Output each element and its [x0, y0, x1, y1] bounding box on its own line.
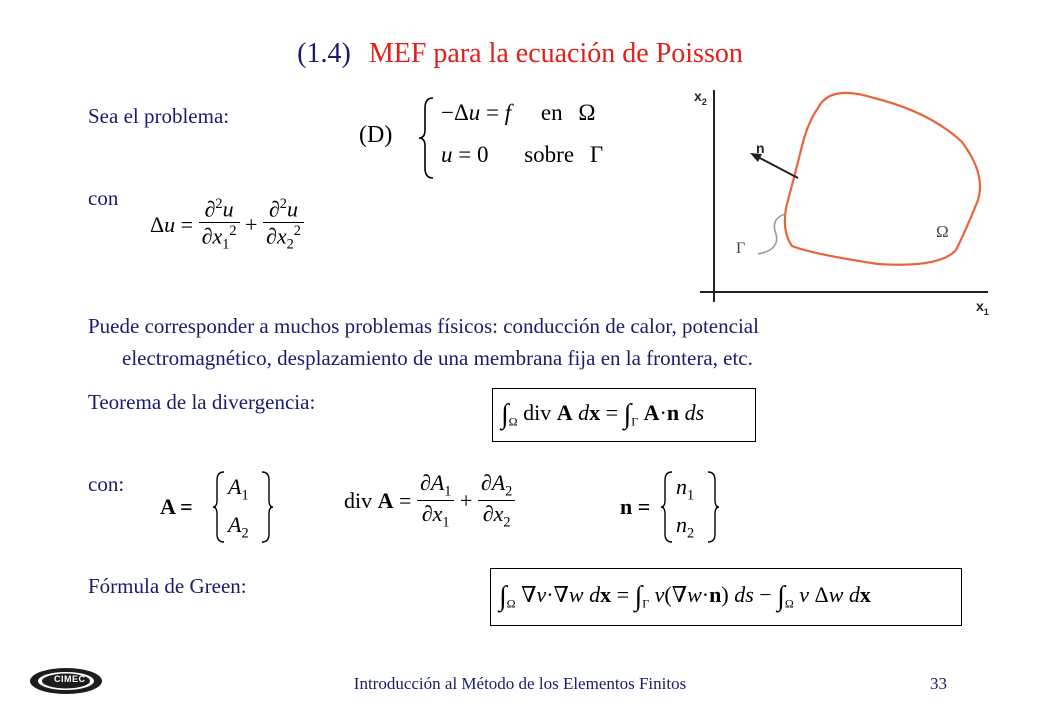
- eq2-word: sobre: [524, 142, 575, 167]
- left-brace-icon: [417, 96, 437, 180]
- con2-label: con:: [88, 472, 125, 496]
- axis-x-label: $x_1$: [976, 298, 989, 317]
- eq1-domain: Ω: [578, 100, 596, 125]
- cimec-logo: CIMEC: [28, 664, 104, 698]
- right-brace-icon: [260, 470, 274, 544]
- teorema-label: Teorema de la divergencia:: [88, 390, 316, 414]
- axis-y-label: $x_2$: [694, 88, 707, 107]
- vector-A: A = $A_1$ $A_2$: [160, 468, 280, 548]
- equation-2: u = 0 sobre Γ: [441, 142, 604, 167]
- green-formula-box: $\int_\Omega$ ∇v·∇w dx = $\int_\Gamma$ v(∇w·n) ds − $\int_\Omega$ v Δw dx: [490, 568, 962, 626]
- slide-title: [0, 38, 1040, 70]
- boundary-label: Γ: [736, 240, 746, 257]
- vector-n: n = $n_1$ $n_2$: [620, 468, 740, 548]
- eq2-boundary: Γ: [589, 142, 604, 167]
- con-label: con: [88, 186, 119, 210]
- green-label: Fórmula de Green:: [88, 574, 247, 598]
- domain-label: Ω: [936, 222, 949, 241]
- sea-label: Sea el problema:: [88, 104, 230, 128]
- normal-arrow: [756, 156, 798, 178]
- divergence-theorem-box: $\int_\Omega$ div A dx = $\int_\Gamma$ A·n ds: [492, 388, 756, 442]
- left-brace-icon: [660, 470, 674, 544]
- eq1-word: en: [540, 100, 563, 125]
- title-number: (1.4): [297, 38, 351, 69]
- boundary-pointer: [758, 214, 786, 254]
- problem-system: [355, 92, 635, 182]
- normal-label: n: [756, 140, 765, 156]
- domain-boundary: [785, 93, 980, 265]
- laplacian-definition: Δu = $\frac{\partial^2u}{\partial x_1^2}$ + $\frac{\partial^2u}{\partial x_2^2}$: [150, 196, 304, 254]
- equation-1: −Δu = f en Ω: [441, 100, 596, 125]
- left-brace-icon: [212, 470, 226, 544]
- divergence-definition: div A = $\frac{\partial A_1}{\partial x_1}$ + $\frac{\partial A_2}{\partial x_2}$: [344, 470, 515, 532]
- problem-tag: (D): [359, 122, 393, 148]
- page-number: 33: [930, 674, 947, 693]
- title-text: MEF para la ecuación de Poisson: [368, 38, 743, 69]
- paragraph-line-1: Puede corresponder a muchos problemas físicos: conducción de calor, potencial: [88, 314, 759, 338]
- right-brace-icon: [706, 470, 720, 544]
- paragraph-line-2: electromagnético, desplazamiento de una membrana fija en la frontera, etc.: [122, 346, 753, 370]
- domain-figure: [690, 82, 1000, 322]
- footer-text: Introducción al Método de los Elementos Finitos: [353, 674, 687, 693]
